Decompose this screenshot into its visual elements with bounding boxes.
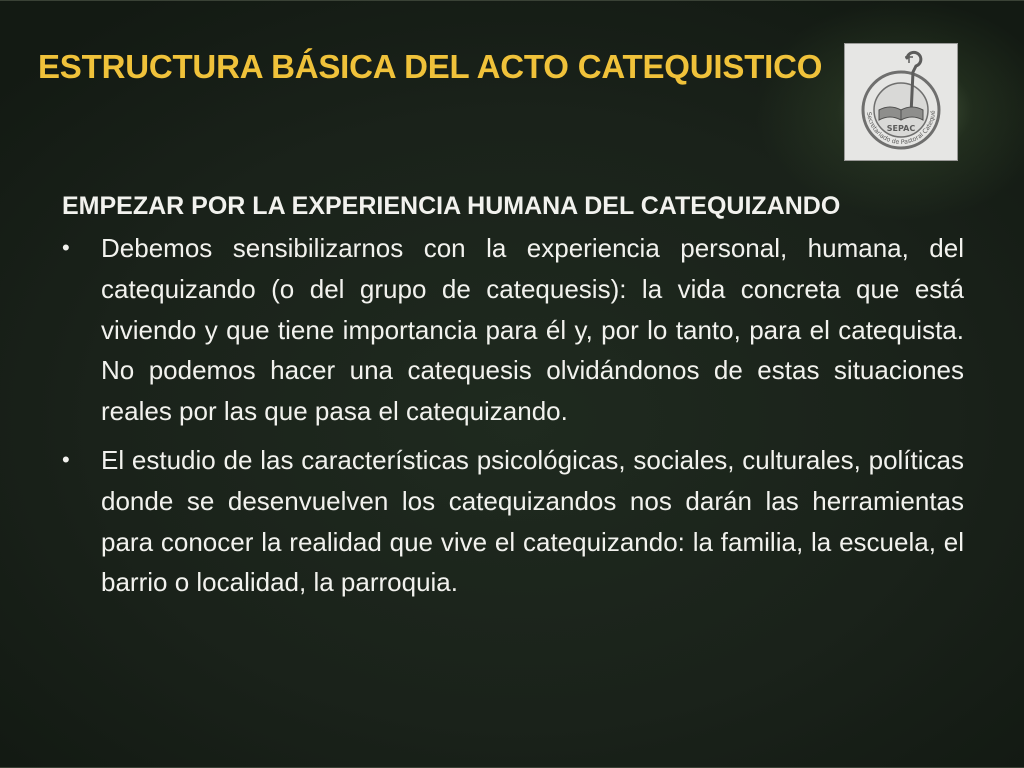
bullet-item	[62, 440, 964, 603]
top-border	[0, 0, 1024, 1]
section-heading: EMPEZAR POR LA EXPERIENCIA HUMANA DEL CATEQUIZANDO	[62, 192, 841, 220]
bullet-text: El estudio de las características psicológicas, sociales, culturales, políticas donde se desenvuelven los catequizandos nos darán las herramientas para conocer la realidad que vive el catequizando: la familia, la escuela, el barrio o localidad, la parroquia.	[101, 444, 964, 598]
logo-center-text: SEPAC	[886, 124, 916, 133]
logo-ring-text: Secretariado de Pastoral Catequé	[865, 110, 938, 147]
slide-title: ESTRUCTURA BÁSICA DEL ACTO CATEQUISTICO	[38, 48, 823, 85]
sepac-logo	[845, 44, 957, 160]
bullet-text: Debemos sensibilizarnos con la experiencia personal, humana, del catequizando (o del grupo de catequesis): la vida concreta que está viviendo y que tiene importancia para él y, por lo tanto, para el catequista. No podemos hacer una catequesis olvidándonos de estas situaciones reales por las que pasa el catequizando.	[101, 233, 964, 427]
bullet-list	[62, 228, 964, 603]
bullet-item	[62, 228, 964, 432]
sepac-seal-icon	[845, 44, 957, 160]
slide-body	[62, 188, 964, 611]
bullet-dot-icon: •	[62, 235, 70, 260]
bullet-dot-icon: •	[62, 446, 70, 472]
